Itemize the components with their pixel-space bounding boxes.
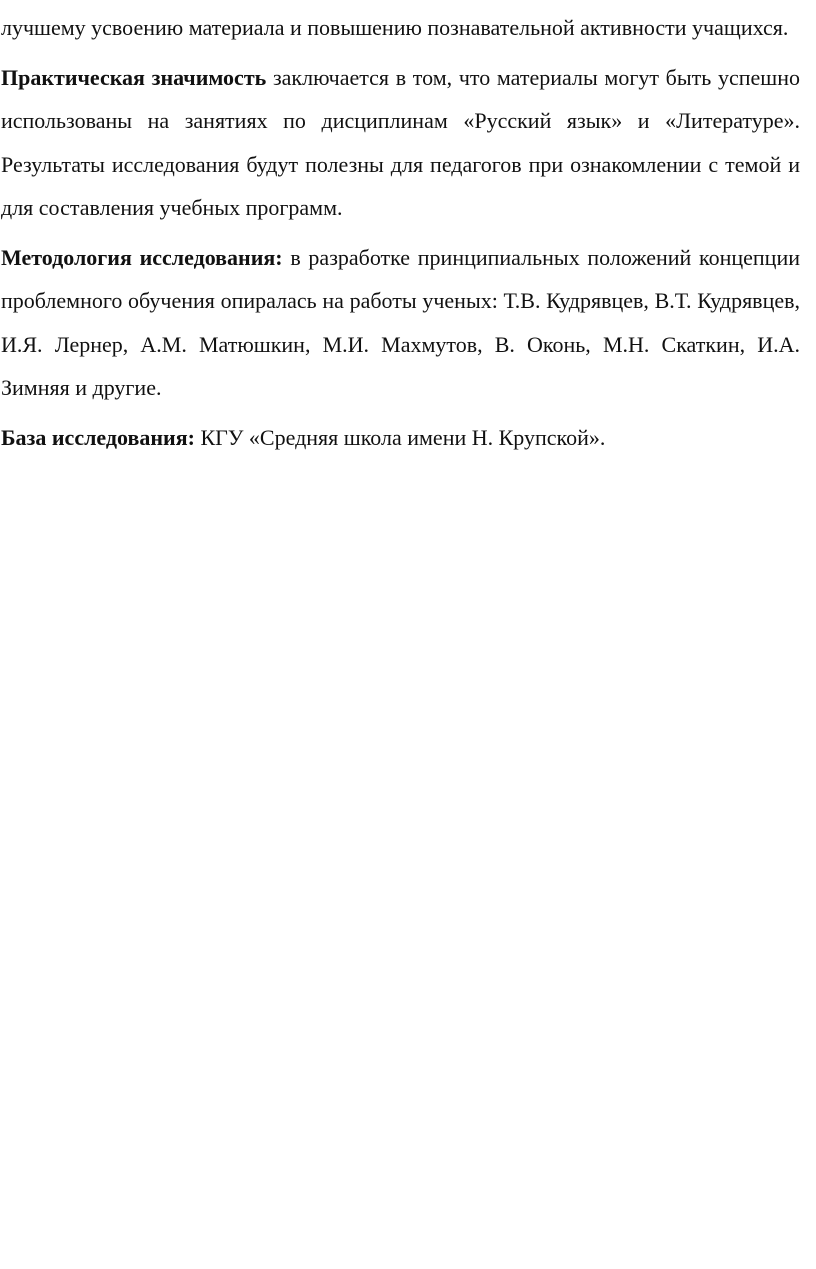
paragraph-text: лучшему усвоению материала и повышению познавательной активности учащихся. (1, 15, 789, 40)
paragraph-methodology (1, 236, 800, 410)
paragraph-heading: Методология исследования: (1, 244, 283, 270)
paragraph-continuation (1, 6, 800, 50)
paragraph-heading: Практическая значимость (1, 64, 267, 90)
paragraph-research-base (1, 416, 800, 460)
paragraph-text: заключается в том, что материалы могут быть успешно использованы на занятиях по дисциплинам «Русский язык» и «Литературе». Результаты исследования будут полезны для педагогов при ознакомлении с темой и для составления учебных программ. (1, 64, 800, 220)
paragraph-practical-significance (1, 56, 800, 230)
document-page (0, 0, 800, 465)
paragraph-text: в разработке принципиальных положений концепции проблемного обучения опиралась на работы ученых: Т.В. Кудрявцев, В.Т. Кудрявцев, И.Я. Лернер, А.М. Матюшкин, М.И. Махмутов, В. Оконь, М.Н. Скаткин, И.А. Зимняя и другие. (1, 244, 800, 400)
paragraph-heading: База исследования: (1, 424, 195, 450)
paragraph-text: КГУ «Средняя школа имени Н. Крупской». (194, 424, 606, 450)
